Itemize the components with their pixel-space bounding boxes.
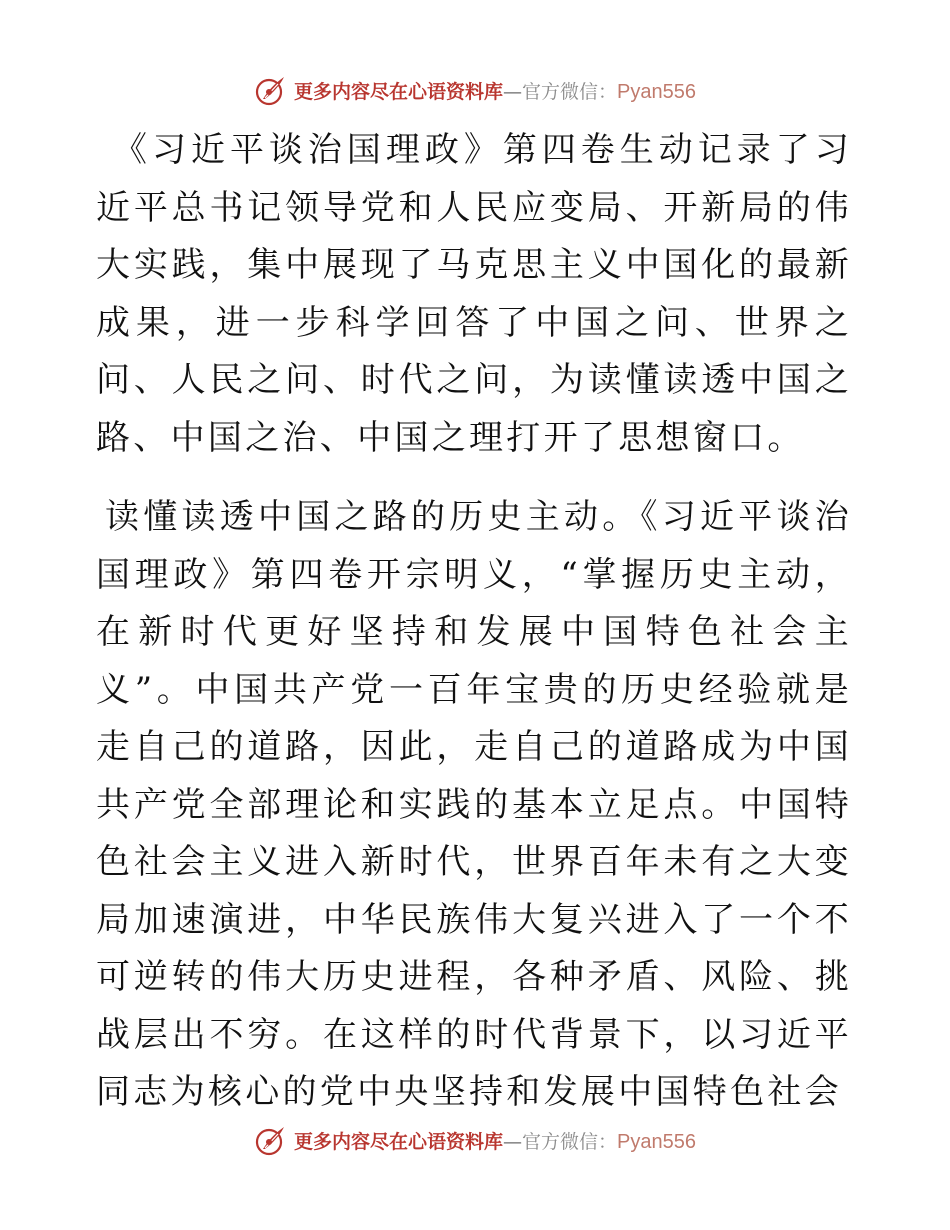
paragraph-intro: 《习近平谈治国理政》第四卷生动记录了习近平总书记领导党和人民应变局、开新局的伟大实践，集中展现了马克思主义中国化的最新成果，进一步科学回答了中国之问、世界之问、人民之问、时代之问，为读懂读透中国之路、中国之治、中国之理打开了思想窗口。 <box>96 130 852 458</box>
footer-banner <box>0 1120 950 1160</box>
header-banner-dash: — <box>503 80 523 103</box>
footer-banner-text <box>294 1127 696 1154</box>
header-banner <box>0 70 950 110</box>
footer-banner-main: 更多内容尽在心语资料库 <box>294 1130 504 1153</box>
header-banner-inner <box>254 73 696 107</box>
footer-banner-dash: — <box>503 1130 523 1153</box>
header-banner-wechat-id: Pyan556 <box>617 80 696 103</box>
paragraph-history: 读懂读透中国之路的历史主动。《习近平谈治国理政》第四卷开宗明义，“掌握历史主动，在新时代更好坚持和发展中国特色社会主义”。中国共产党一百年宝贵的历史经验就是走自己的道路，因此，走自己的道路成为中国共产党全部理论和实践的基本立足点。中国特色社会主义进入新时代，世界百年未有之大变局加速演进，中华民族伟大复兴进入了一个不可逆转的伟大历史进程，各种矛盾、风险、挑战层出不穷。在这样的时代背景下，以习近平同志为核心的党中央坚持和发展中国特色社会 <box>96 497 852 1112</box>
feather-pen-logo-icon <box>254 1123 288 1157</box>
document-body <box>96 122 852 1122</box>
header-banner-wechat-label: 官方微信： <box>522 80 618 103</box>
footer-banner-wechat-label: 官方微信： <box>522 1130 618 1153</box>
feather-pen-logo-icon <box>254 73 288 107</box>
header-banner-main: 更多内容尽在心语资料库 <box>294 80 504 103</box>
footer-banner-inner <box>254 1123 696 1157</box>
footer-banner-wechat-id: Pyan556 <box>617 1130 696 1153</box>
header-banner-text <box>294 77 696 104</box>
